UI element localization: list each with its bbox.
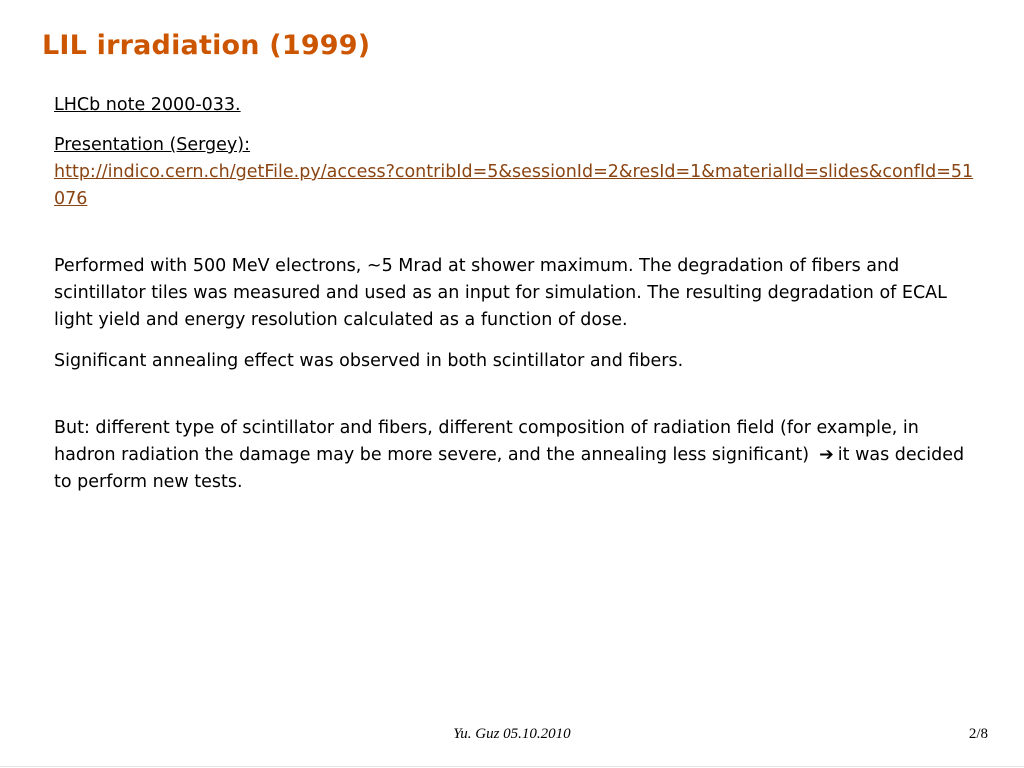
presentation-link[interactable]: http://indico.cern.ch/getFile.py/access?contribId=5&sessionId=2&resId=1&materialId=slides&confId=51076 bbox=[54, 162, 974, 209]
paragraph-conclusion bbox=[54, 415, 974, 496]
right-arrow-icon: ➔ bbox=[819, 445, 834, 465]
note-reference bbox=[54, 92, 974, 119]
presentation-label: Presentation (Sergey): bbox=[54, 135, 251, 155]
bottom-divider bbox=[0, 766, 1024, 767]
note-reference-text: LHCb note 2000-033. bbox=[54, 95, 241, 115]
slide-body bbox=[54, 92, 974, 496]
conclusion-text-end: it was decided to perform new tests. bbox=[54, 445, 965, 492]
paragraph-method: Performed with 500 MeV electrons, ~5 Mrad at shower maximum. The degradation of fibers and scintillator tiles was measured and used as an input for simulation. The resulting degradation of ECAL light yield and energy resolution calculated as a function of dose. bbox=[54, 256, 947, 330]
slide-title: LIL irradiation (1999) bbox=[42, 30, 371, 61]
paragraph-annealing: Significant annealing effect was observed in both scintillator and fibers. bbox=[54, 351, 684, 371]
presentation-block bbox=[54, 132, 974, 213]
conclusion-text-start: But: different type of scintillator and fibers, different composition of radiation field (for example, in hadron radiation the damage may be more severe, and the annealing less significant) bbox=[54, 418, 919, 465]
footer-author-date: Yu. Guz 05.10.2010 bbox=[453, 726, 571, 742]
footer-page-number: 2/8 bbox=[968, 726, 988, 742]
